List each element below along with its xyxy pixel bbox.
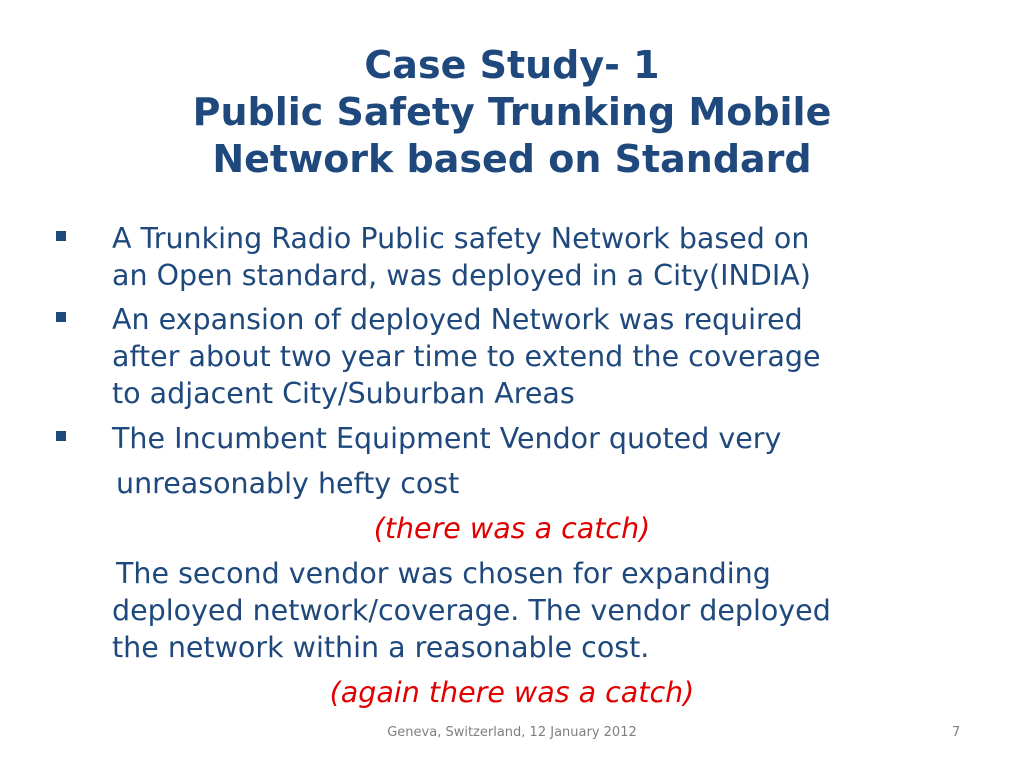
- bullet-line: to adjacent City/Suburban Areas: [112, 377, 575, 410]
- bullet-line: an Open standard, was deployed in a City(INDIA): [112, 259, 811, 292]
- bullet-item: [112, 420, 781, 457]
- catch-note: (there was a catch): [373, 512, 651, 545]
- slide-title-line: Case Study- 1: [364, 43, 660, 87]
- bullet-item: [112, 301, 820, 412]
- paragraph: [112, 555, 831, 666]
- paragraph-line: the network within a reasonable cost.: [112, 631, 650, 664]
- slide-title-line: Public Safety Trunking Mobile: [192, 90, 832, 134]
- catch-note: (again there was a catch): [329, 676, 695, 709]
- square-bullet-icon: [56, 312, 66, 322]
- paragraph-line: deployed network/coverage. The vendor deployed: [112, 594, 831, 627]
- bullet-line: An expansion of deployed Network was required: [112, 303, 803, 336]
- continuation-text: unreasonably hefty cost: [116, 467, 460, 500]
- bullet-line: The Incumbent Equipment Vendor quoted very: [112, 422, 782, 455]
- page-number: 7: [952, 725, 961, 740]
- slide-title-line: Network based on Standard: [212, 137, 812, 181]
- bullet-item: [112, 220, 811, 294]
- square-bullet-icon: [56, 431, 66, 441]
- footer-text: Geneva, Switzerland, 12 January 2012: [387, 725, 637, 740]
- bullet-line: after about two year time to extend the coverage: [112, 340, 821, 373]
- bullet-line: A Trunking Radio Public safety Network based on: [112, 222, 810, 255]
- square-bullet-icon: [56, 231, 66, 241]
- paragraph-line: The second vendor was chosen for expanding: [116, 557, 771, 590]
